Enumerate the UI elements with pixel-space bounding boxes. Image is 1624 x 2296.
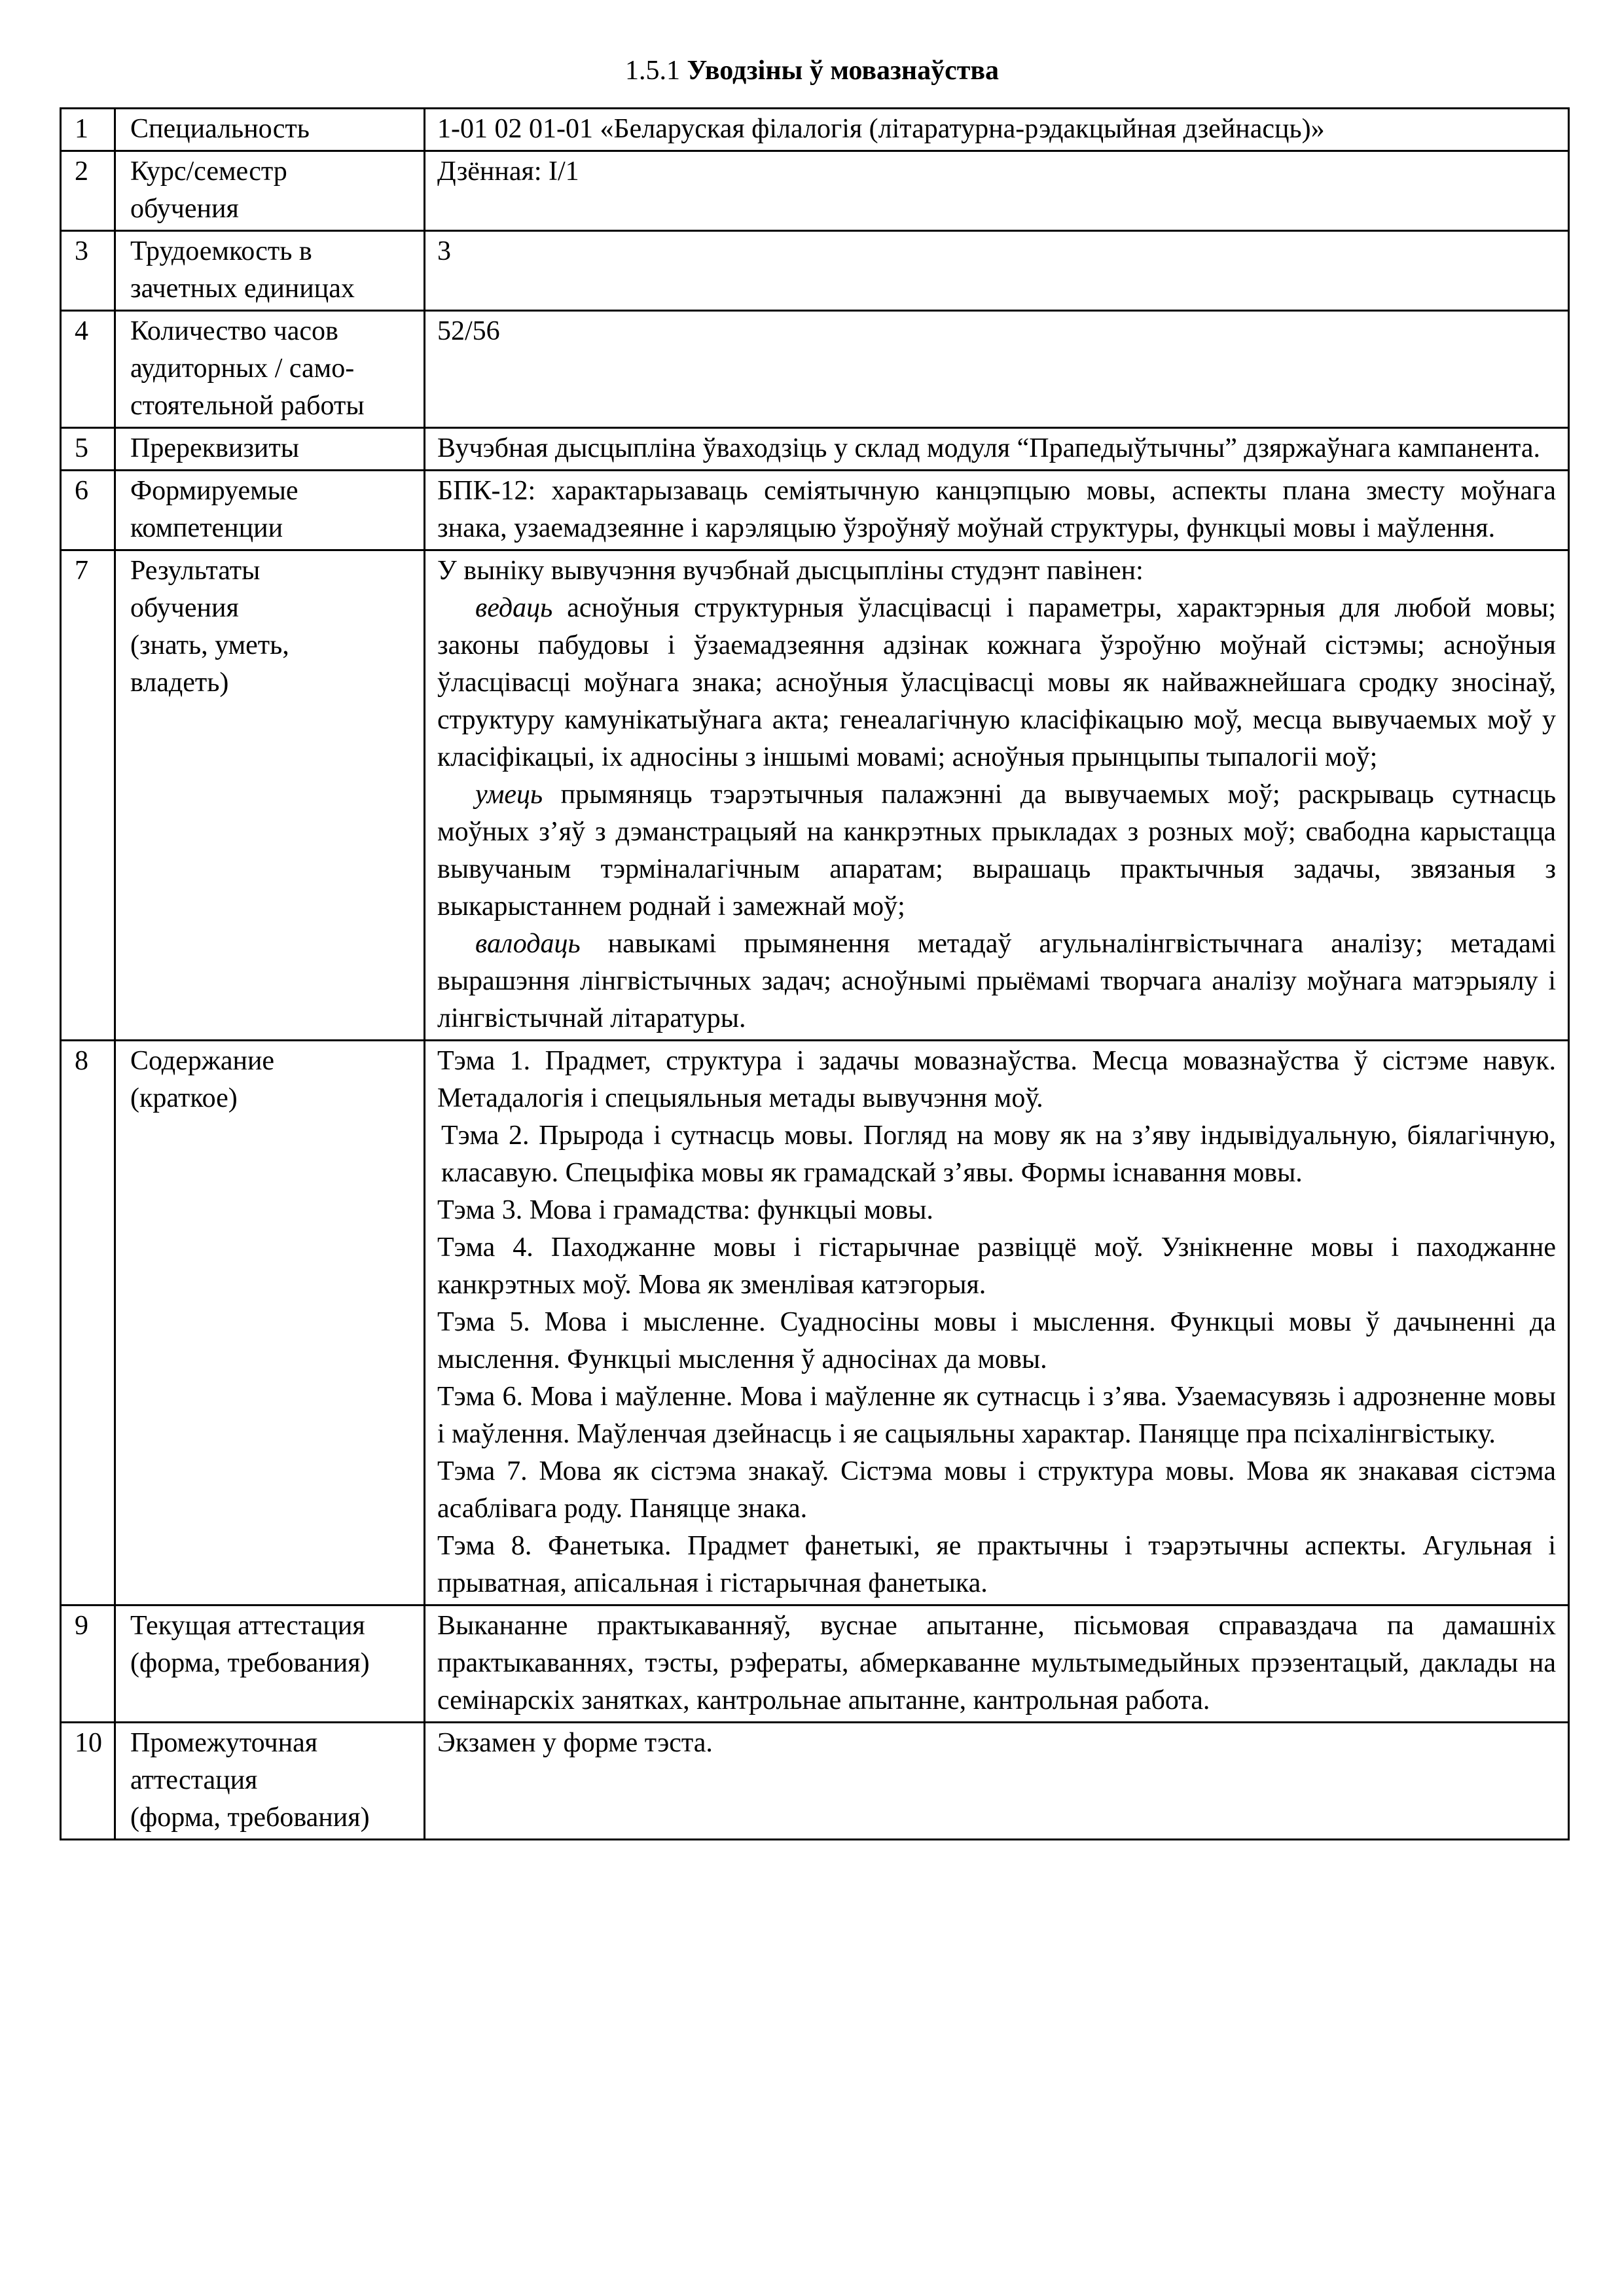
results-text: асноўныя структурныя ўласцівасці і параметры, характэрныя для любой мовы; законы пабудовы і ўзаемадзеяння адзінак кожнага ўзроўню моўнай сістэмы; асноўныя ўласцівасці моўнага знака; асноўныя ўласцівасці мовы як найважнейшага сродку зносінаў, структуру камунікатыўнага акта; генеалагічную класіфікацыю моў, месца вывучаемых моў у класіфікацыі, іх адносіны з іншымі мовамі; асноўныя прынцыпы тыпалогіі моў; (437, 593, 1556, 772)
row-number: 2 (61, 151, 115, 231)
row-value: БПК-12: характарызаваць семіятычную канцэпцыю мовы, аспекты плана зместу моўнага знака, узаемадзеянне і карэляцыю ўзроўняў моўнай структуры, функцыі мовы і маўлення. (425, 471, 1569, 550)
results-role: валодаць (475, 929, 581, 959)
row-value: 3 (425, 231, 1569, 311)
row-number: 8 (61, 1041, 115, 1605)
label-line: Специальность (130, 114, 310, 144)
label-line: Курс/семестр (130, 156, 287, 187)
row-number: 4 (61, 311, 115, 428)
row-label (115, 1605, 425, 1723)
topic-item: Тэма 6. Мова і маўленне. Мова і маўленне як сутнасць і з’ява. Узаемасувязь і адрозненне мовы і маўлення. Маўленчая дзейнасць і яе сацыяльны характар. Паняцце пра псіхалінгвістыку. (437, 1382, 1556, 1449)
row-number: 9 (61, 1605, 115, 1723)
topic-item: Тэма 7. Мова як сістэма знакаў. Сістэма мовы і структура мовы. Мова як знакавая сістэма асаблівага роду. Паняцце знака. (437, 1456, 1556, 1524)
label-line: обучения (130, 194, 239, 224)
label-line: владеть) (130, 668, 229, 698)
table-row (61, 428, 1569, 471)
page-title (0, 54, 1624, 88)
row-label (115, 151, 425, 231)
topic-item: Тэма 4. Паходжанне мовы і гістарычнае развіццё моў. Узнікненне мовы і паходжанне канкрэтных моў. Мова як зменлівая катэгорыя. (437, 1232, 1556, 1300)
row-value: Выкананне практыкаванняў, вуснае апытанне, пісьмовая справаздача па дамашніх практыкаваннях, тэсты, рэфераты, абмеркаванне мультымедыйных прэзентацый, даклады на семінарскіх занятках, кантрольнае апытанне, кантрольная работа. (425, 1605, 1569, 1723)
table-row (61, 231, 1569, 311)
table-row (61, 471, 1569, 550)
label-line: Промежуточная (130, 1728, 318, 1758)
row-value (425, 550, 1569, 1041)
results-item (437, 590, 1556, 776)
label-line: аттестация (130, 1765, 258, 1795)
row-value (425, 1041, 1569, 1605)
row-number: 7 (61, 550, 115, 1041)
table-row (61, 550, 1569, 1041)
row-label (115, 109, 425, 151)
label-line: аудиторных / само- (130, 353, 355, 384)
label-line: (знать, уметь, (130, 630, 289, 660)
row-number: 3 (61, 231, 115, 311)
results-role: ведаць (475, 593, 553, 623)
table-row (61, 151, 1569, 231)
label-line: Трудоемкость в (130, 236, 312, 266)
label-line: Текущая аттестация (130, 1611, 365, 1641)
label-line: Формируемые (130, 476, 298, 506)
label-line: (краткое) (130, 1083, 238, 1113)
row-value: Экзамен у форме тэста. (425, 1723, 1569, 1840)
label-line: обучения (130, 593, 239, 623)
row-number: 5 (61, 428, 115, 471)
title-name: Уводзіны ў мовазнаўства (687, 56, 1000, 86)
label-line: (форма, требования) (130, 1648, 370, 1678)
label-line: стоятельной работы (130, 391, 365, 421)
topic-item: Тэма 5. Мова і мысленне. Суадносіны мовы і мыслення. Функцыі мовы ў дачыненні да мыслення. Функцыі мыслення ў адносінах да мовы. (437, 1307, 1556, 1374)
row-label (115, 1723, 425, 1840)
row-label (115, 471, 425, 550)
course-table (60, 107, 1570, 1840)
results-item (437, 925, 1556, 1037)
results-intro: У выніку вывучэння вучэбнай дысцыпліны студэнт павінен: (437, 556, 1144, 586)
title-number: 1.5.1 (624, 56, 680, 86)
label-line: компетенции (130, 513, 283, 543)
label-line: зачетных единицах (130, 274, 355, 304)
row-label (115, 1041, 425, 1605)
results-role: умець (475, 780, 543, 810)
label-line: Пререквизиты (130, 433, 299, 463)
row-label (115, 231, 425, 311)
row-value: 52/56 (425, 311, 1569, 428)
label-line: Результаты (130, 556, 261, 586)
label-line: Содержание (130, 1046, 275, 1076)
results-item (437, 776, 1556, 925)
results-text: навыкамі прымянення метадаў агульналінгвістычнага аналізу; метадамі вырашэння лінгвістычных задач; асноўнымі прыёмамі творчага аналізу моўнага матэрыялу і лінгвістычнай літаратуры. (437, 929, 1556, 1033)
table-row (61, 1605, 1569, 1723)
table-row (61, 109, 1569, 151)
row-number: 6 (61, 471, 115, 550)
row-label (115, 428, 425, 471)
row-label (115, 550, 425, 1041)
row-number: 10 (61, 1723, 115, 1840)
results-text: прымяняць тэарэтычныя палажэнні да вывучаемых моў; раскрываць сутнасць моўных з’яў з дэманстрацыяй на канкрэтных прыкладах з розных моў; свабодна карыстацца вывучаным тэрміналагічным апаратам; вырашаць практычныя задачы, звязаныя з выкарыстаннем роднай і замежнай моў; (437, 780, 1556, 922)
row-number: 1 (61, 109, 115, 151)
label-line: Количество часов (130, 316, 338, 346)
row-value: Дзённая: I/1 (425, 151, 1569, 231)
row-label (115, 311, 425, 428)
topic-item: Тэма 3. Мова і грамадства: функцыі мовы. (437, 1195, 933, 1225)
topic-item: Тэма 1. Прадмет, структура і задачы мовазнаўства. Месца мовазнаўства ў сістэме навук. Метадалогія і спецыяльныя метады вывучэння моў. (437, 1046, 1556, 1113)
topic-item: Тэма 2. Прырода і сутнасць мовы. Погляд на мову як на з’яву індывідуальную, біялагічную, класавую. Спецыфіка мовы як грамадскай з’явы. Формы існавання мовы. (441, 1121, 1556, 1188)
table-row (61, 1723, 1569, 1840)
row-value: 1-01 02 01-01 «Беларуская філалогія (літаратурна-рэдакцыйная дзейнасць)» (425, 109, 1569, 151)
table-row (61, 1041, 1569, 1605)
table-row (61, 311, 1569, 428)
row-value: Вучэбная дысцыпліна ўваходзіць у склад модуля “Прапедыўтычны” дзяржаўнага кампанента. (425, 428, 1569, 471)
label-line: (форма, требования) (130, 1803, 370, 1833)
topic-item: Тэма 8. Фанетыка. Прадмет фанетыкі, яе практычны і тэарэтычны аспекты. Агульная і прыватная, апісальная і гістарычная фанетыка. (437, 1531, 1556, 1598)
